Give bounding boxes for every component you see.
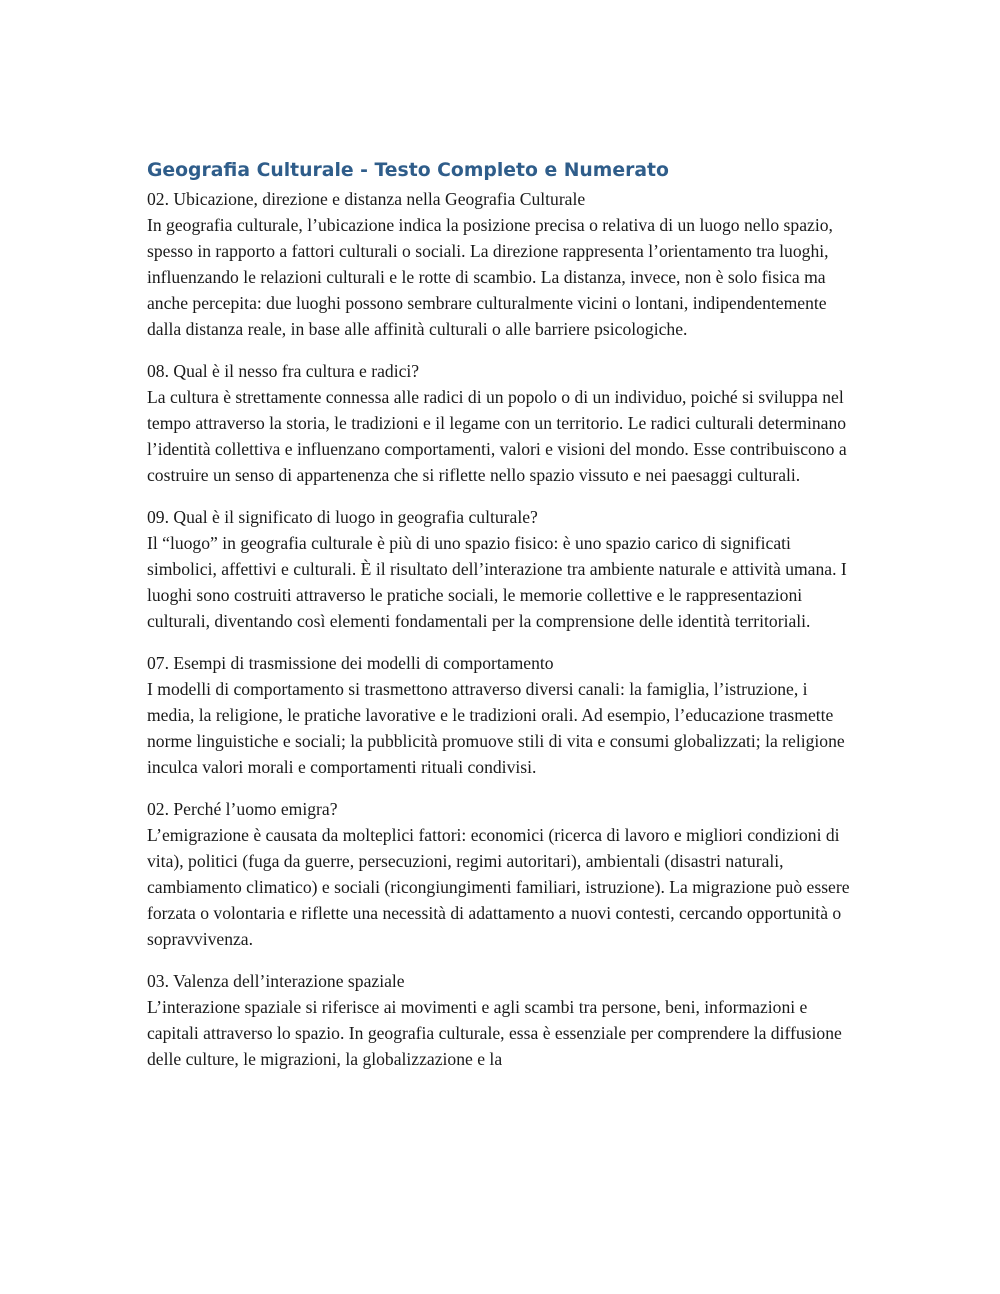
section-heading: 02. Ubicazione, direzione e distanza nella Geografia Culturale — [147, 189, 586, 209]
section-heading: 03. Valenza dell’interazione spaziale — [147, 971, 405, 991]
section-interazione-spaziale — [147, 968, 857, 1072]
section-body: I modelli di comportamento si trasmettono attraverso diversi canali: la famiglia, l’istruzione, i media, la religione, le pratiche lavorative e le tradizioni orali. Ad esempio, l’educazione trasmette norme linguistiche e sociali; la pubblicità promuove stili di vita e consumi globalizzati; la religione inculca valori morali e comportamenti rituali condivisi. — [147, 679, 845, 777]
section-heading: 09. Qual è il significato di luogo in geografia culturale? — [147, 507, 538, 527]
section-body: Il “luogo” in geografia culturale è più di uno spazio fisico: è uno spazio carico di significati simbolici, affettivi e culturali. È il risultato dell’interazione tra ambiente naturale e attività umana. I luoghi sono costruiti attraverso le pratiche sociali, le memorie collettive e le rappresentazioni culturali, diventando così elementi fondamentali per la comprensione delle identità territoriali. — [147, 533, 847, 631]
section-body: In geografia culturale, l’ubicazione indica la posizione precisa o relativa di un luogo nello spazio, spesso in rapporto a fattori culturali o sociali. La direzione rappresenta l’orientamento tra luoghi, influenzando le relazioni culturali e le rotte di scambio. La distanza, invece, non è solo fisica ma anche percepita: due luoghi possono sembrare culturalmente vicini o lontani, indipendentemente dalla distanza reale, in base alle affinità culturali o alle barriere psicologiche. — [147, 215, 833, 339]
section-heading: 07. Esempi di trasmissione dei modelli di comportamento — [147, 653, 554, 673]
document-page — [147, 156, 857, 1088]
section-cultura-radici — [147, 358, 857, 488]
section-modelli-comportamento — [147, 650, 857, 780]
section-ubicazione — [147, 186, 857, 342]
section-emigrazione — [147, 796, 857, 952]
section-body: L’interazione spaziale si riferisce ai movimenti e agli scambi tra persone, beni, informazioni e capitali attraverso lo spazio. In geografia culturale, essa è essenziale per comprendere la diffusione delle culture, le migrazioni, la globalizzazione e la — [147, 997, 842, 1069]
document-title: Geografia Culturale - Testo Completo e Numerato — [147, 160, 669, 181]
section-body: La cultura è strettamente connessa alle radici di un popolo o di un individuo, poiché si sviluppa nel tempo attraverso la storia, le tradizioni e il legame con un territorio. Le radici culturali determinano l’identità collettiva e influenzano comportamenti, valori e visioni del mondo. Esse contribuiscono a costruire un senso di appartenenza che si riflette nello spazio vissuto e nei paesaggi culturali. — [147, 387, 847, 485]
section-heading: 02. Perché l’uomo emigra? — [147, 799, 338, 819]
section-body: L’emigrazione è causata da molteplici fattori: economici (ricerca di lavoro e migliori condizioni di vita), politici (fuga da guerre, persecuzioni, regimi autoritari), ambientali (disastri naturali, cambiamento climatico) e sociali (ricongiungimenti familiari, istruzione). La migrazione può essere forzata o volontaria e riflette una necessità di adattamento a nuovi contesti, cercando opportunità o sopravvivenza. — [147, 825, 850, 949]
section-luogo — [147, 504, 857, 634]
section-heading: 08. Qual è il nesso fra cultura e radici? — [147, 361, 420, 381]
